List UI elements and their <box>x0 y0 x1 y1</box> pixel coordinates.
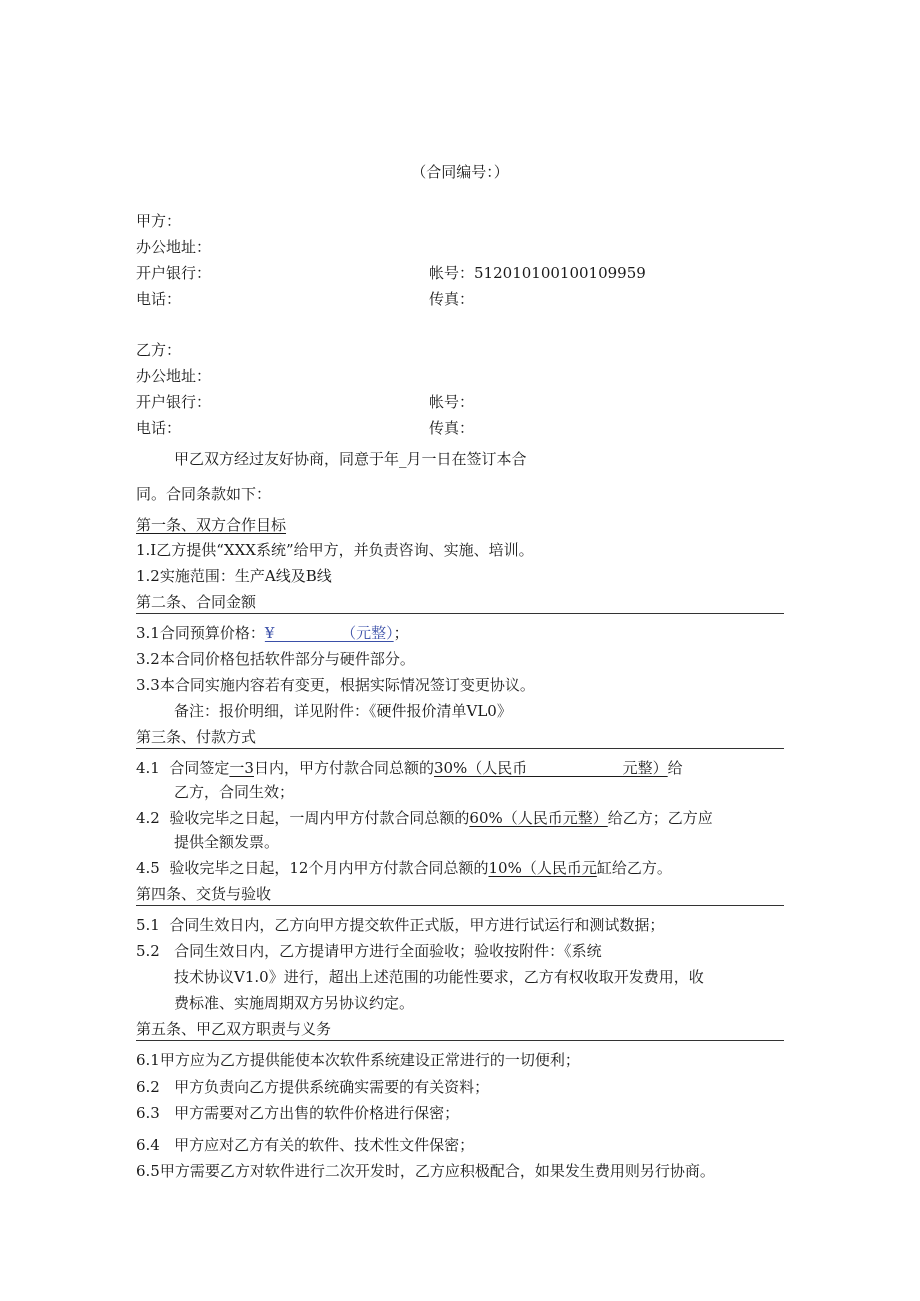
clause-4-1-days: 一3 <box>229 759 254 777</box>
clause-4-5 <box>136 858 672 878</box>
clause-3-3: 3.3本合同实施内容若有变更，根据实际情况签订变更协议。 <box>136 676 535 694</box>
party-a-fax-label: 传真： <box>429 290 475 308</box>
clause-4-2-text-a: 4.2 验收完毕之日起，一周内甲方付款合同总额的 <box>136 809 470 827</box>
contract-amount: ¥ （元整） <box>264 624 394 642</box>
party-b-label: 乙方： <box>136 341 182 359</box>
clause-6-2: 6.2 甲方负责向乙方提供系统确实需要的有关资料； <box>136 1078 490 1096</box>
clause-3-1-suffix: ； <box>393 624 409 642</box>
clause-4-5-text-c: 缸给乙方。 <box>596 859 672 877</box>
price-note: 备注：报价明细，详见附件：《硬件报价清单VL0》 <box>174 702 512 720</box>
article-5-rule <box>136 1040 784 1041</box>
clause-4-1-text-a: 4.1 合同签定 <box>136 759 230 777</box>
party-b-phone-label: 电话： <box>136 419 182 437</box>
clause-5-1: 5.1 合同生效日内，乙方向甲方提交软件正式版，甲方进行试运行和测试数据； <box>136 916 665 934</box>
clause-3-1 <box>136 623 409 643</box>
party-a-account <box>429 263 646 283</box>
party-a-phone-label: 电话： <box>136 290 182 308</box>
article-5-title: 第五条、甲乙双方职责与义务 <box>136 1020 332 1038</box>
article-3-title: 第三条、付款方式 <box>136 728 257 746</box>
contract-number: （合同编号：） <box>411 163 509 181</box>
article-2-title: 第二条、合同金额 <box>136 593 257 611</box>
party-b-bank-label: 开户银行： <box>136 393 212 411</box>
intro-line-2: 同。合同条款如下： <box>136 485 272 503</box>
clause-5-2-line-3: 费标准、实施周期双方另协议约定。 <box>174 994 415 1012</box>
clause-1-2: 1.2实施范围：生产A线及B线 <box>136 567 332 585</box>
clause-4-2-amount: 60%（人民币元整） <box>469 809 608 827</box>
clause-4-1-text-e: 给 <box>667 759 683 777</box>
clause-4-2 <box>136 808 713 828</box>
party-a-bank-label: 开户银行： <box>136 264 212 282</box>
party-b-fax-label: 传真： <box>429 419 475 437</box>
party-a-address-label: 办公地址： <box>136 238 212 256</box>
party-a-account-value: 512010100100109959 <box>474 264 646 282</box>
clause-6-1: 6.1甲方应为乙方提供能使本次软件系统建设正常进行的一切便利； <box>136 1051 580 1069</box>
clause-3-1-label: 3.1合同预算价格： <box>136 624 265 642</box>
clause-5-2: 5.2 合同生效日内，乙方提请甲方进行全面验收；验收按附件：《系统 <box>136 942 602 960</box>
article-4-title: 第四条、交货与验收 <box>136 885 272 903</box>
intro-line-1: 甲乙双方经过友好协商，同意于年_月一日在签订本合 <box>174 450 527 468</box>
article-2-rule <box>136 613 784 614</box>
clause-3-2: 3.2本合同价格包括软件部分与硬件部分。 <box>136 650 415 668</box>
clause-6-4: 6.4 甲方应对乙方有关的软件、技术性文件保密； <box>136 1136 475 1154</box>
clause-4-1 <box>136 758 683 778</box>
party-a-account-label: 帐号： <box>429 264 475 282</box>
clause-1-1: 1.I乙方提供“XXX系统”给甲方，并负责咨询、实施、培训。 <box>136 541 534 559</box>
party-b-account-label: 帐号： <box>429 393 475 411</box>
clause-6-3: 6.3 甲方需要对乙方出售的软件价格进行保密； <box>136 1104 460 1122</box>
clause-4-1-text-c: 日内，甲方付款合同总额的 <box>253 759 434 777</box>
clause-4-1-line-2: 乙方，合同生效； <box>174 783 295 801</box>
party-a-label: 甲方： <box>136 212 182 230</box>
clause-6-5: 6.5甲方需要乙方对软件进行二次开发时，乙方应积极配合，如果发生费用则另行协商。 <box>136 1162 715 1180</box>
clause-4-5-amount: 10%（人民币元 <box>488 859 597 877</box>
party-b-address-label: 办公地址： <box>136 367 212 385</box>
clause-4-2-line-2: 提供全额发票。 <box>174 833 280 851</box>
article-4-rule <box>136 905 784 906</box>
article-3-rule <box>136 748 784 749</box>
clause-4-2-text-c: 给乙方；乙方应 <box>607 809 713 827</box>
clause-5-2-line-2: 技术协议V1.0》进行，超出上述范围的功能性要求，乙方有权收取开发费用，收 <box>174 968 704 986</box>
clause-4-1-amount: 30%（人民币 元整） <box>433 759 668 777</box>
article-1-title: 第一条、双方合作目标 <box>136 516 287 534</box>
clause-4-5-text-a: 4.5 验收完毕之日起，12个月内甲方付款合同总额的 <box>136 859 489 877</box>
